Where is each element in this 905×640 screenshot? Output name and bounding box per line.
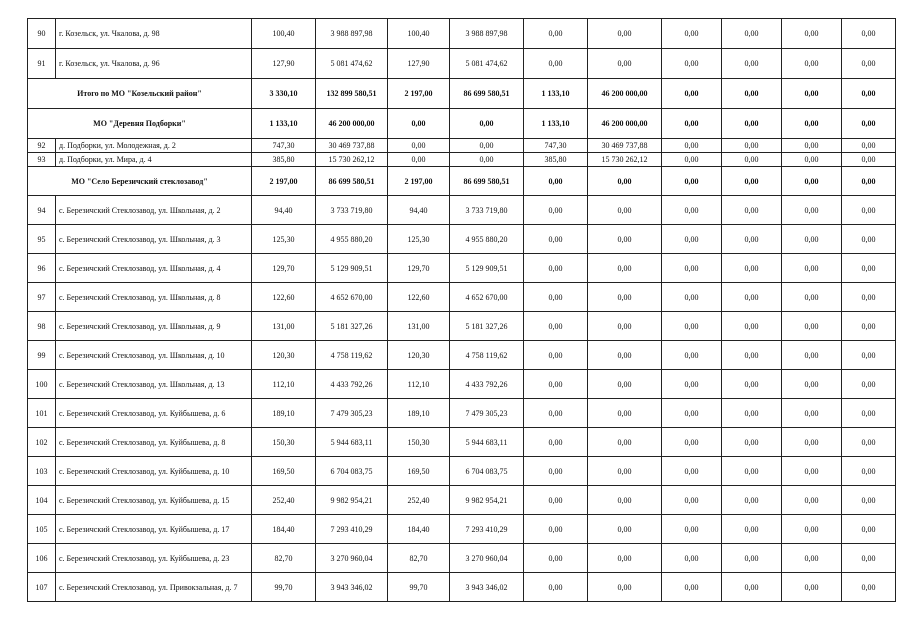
address-cell: с. Березичский Стеклозавод, ул. Школьная, д. 9: [56, 312, 252, 341]
value-cell: 189,10: [252, 399, 316, 428]
value-cell: 46 200 000,00: [316, 109, 388, 139]
table-row: [28, 254, 896, 283]
value-cell: 0,00: [662, 225, 722, 254]
value-cell: 0,00: [588, 254, 662, 283]
value-cell: 747,30: [252, 139, 316, 153]
table-row: [28, 283, 896, 312]
value-cell: 0,00: [722, 486, 782, 515]
value-cell: 127,90: [388, 49, 450, 79]
value-cell: 0,00: [842, 225, 896, 254]
table-row: [28, 370, 896, 399]
value-cell: 6 704 083,75: [450, 457, 524, 486]
value-cell: 82,70: [252, 544, 316, 573]
value-cell: 0,00: [842, 370, 896, 399]
value-cell: 120,30: [388, 341, 450, 370]
value-cell: 0,00: [450, 109, 524, 139]
table-row: [28, 312, 896, 341]
value-cell: 5 181 327,26: [316, 312, 388, 341]
value-cell: 100,40: [388, 19, 450, 49]
value-cell: 0,00: [662, 79, 722, 109]
value-cell: 0,00: [588, 196, 662, 225]
value-cell: 0,00: [722, 139, 782, 153]
value-cell: 0,00: [722, 109, 782, 139]
value-cell: 0,00: [782, 341, 842, 370]
address-cell: с. Березичский Стеклозавод, ул. Школьная, д. 13: [56, 370, 252, 399]
address-cell: с. Березичский Стеклозавод, ул. Привокзальная, д. 7: [56, 573, 252, 602]
value-cell: 0,00: [782, 49, 842, 79]
value-cell: 0,00: [662, 399, 722, 428]
value-cell: 99,70: [252, 573, 316, 602]
value-cell: 0,00: [524, 515, 588, 544]
table-row: [28, 573, 896, 602]
value-cell: 0,00: [722, 544, 782, 573]
value-cell: 127,90: [252, 49, 316, 79]
value-cell: 0,00: [524, 283, 588, 312]
address-cell: д. Подборки, ул. Мира, д. 4: [56, 153, 252, 167]
value-cell: 4 758 119,62: [316, 341, 388, 370]
row-number: 101: [28, 399, 56, 428]
value-cell: 0,00: [662, 370, 722, 399]
row-number: 102: [28, 428, 56, 457]
value-cell: 5 129 909,51: [316, 254, 388, 283]
row-number: 107: [28, 573, 56, 602]
address-cell: г. Козельск, ул. Чкалова, д. 96: [56, 49, 252, 79]
value-cell: 0,00: [842, 49, 896, 79]
value-cell: 0,00: [722, 341, 782, 370]
value-cell: 4 955 880,20: [316, 225, 388, 254]
value-cell: 0,00: [662, 153, 722, 167]
value-cell: 0,00: [782, 79, 842, 109]
value-cell: 3 733 719,80: [316, 196, 388, 225]
value-cell: 131,00: [388, 312, 450, 341]
value-cell: 0,00: [524, 167, 588, 196]
value-cell: 0,00: [782, 399, 842, 428]
address-cell: с. Березичский Стеклозавод, ул. Школьная, д. 10: [56, 341, 252, 370]
value-cell: 30 469 737,88: [588, 139, 662, 153]
value-cell: 0,00: [782, 196, 842, 225]
value-cell: 0,00: [782, 254, 842, 283]
row-number: 90: [28, 19, 56, 49]
value-cell: 0,00: [524, 196, 588, 225]
value-cell: 0,00: [662, 283, 722, 312]
value-cell: 112,10: [388, 370, 450, 399]
value-cell: 0,00: [722, 312, 782, 341]
value-cell: 0,00: [588, 515, 662, 544]
row-number: 103: [28, 457, 56, 486]
value-cell: 0,00: [588, 428, 662, 457]
value-cell: 0,00: [842, 573, 896, 602]
value-cell: 252,40: [388, 486, 450, 515]
value-cell: 0,00: [782, 109, 842, 139]
value-cell: 0,00: [524, 225, 588, 254]
value-cell: 86 699 580,51: [450, 79, 524, 109]
value-cell: 3 733 719,80: [450, 196, 524, 225]
value-cell: 2 197,00: [388, 167, 450, 196]
value-cell: 15 730 262,12: [316, 153, 388, 167]
value-cell: 4 955 880,20: [450, 225, 524, 254]
value-cell: 0,00: [782, 370, 842, 399]
value-cell: 0,00: [588, 167, 662, 196]
table-row: [28, 153, 896, 167]
address-cell: с. Березичский Стеклозавод, ул. Куйбышева, д. 15: [56, 486, 252, 515]
row-number: 96: [28, 254, 56, 283]
value-cell: 0,00: [842, 312, 896, 341]
value-cell: 0,00: [524, 457, 588, 486]
value-cell: 3 988 897,98: [316, 19, 388, 49]
value-cell: 0,00: [782, 225, 842, 254]
address-cell: с. Березичский Стеклозавод, ул. Школьная, д. 3: [56, 225, 252, 254]
address-cell: с. Березичский Стеклозавод, ул. Куйбышева, д. 17: [56, 515, 252, 544]
value-cell: 0,00: [722, 167, 782, 196]
value-cell: 385,80: [252, 153, 316, 167]
value-cell: 0,00: [662, 457, 722, 486]
value-cell: 0,00: [588, 283, 662, 312]
value-cell: 0,00: [662, 139, 722, 153]
value-cell: 125,30: [252, 225, 316, 254]
value-cell: 4 652 670,00: [450, 283, 524, 312]
value-cell: 169,50: [252, 457, 316, 486]
value-cell: 0,00: [722, 196, 782, 225]
value-cell: 0,00: [662, 254, 722, 283]
value-cell: 0,00: [722, 49, 782, 79]
value-cell: 0,00: [722, 19, 782, 49]
subtotal-row: [28, 167, 896, 196]
row-number: 95: [28, 225, 56, 254]
value-cell: 189,10: [388, 399, 450, 428]
address-cell: с. Березичский Стеклозавод, ул. Куйбышева, д. 23: [56, 544, 252, 573]
value-cell: 0,00: [588, 19, 662, 49]
address-cell: с. Березичский Стеклозавод, ул. Школьная, д. 8: [56, 283, 252, 312]
value-cell: 122,60: [252, 283, 316, 312]
value-cell: 0,00: [388, 153, 450, 167]
value-cell: 0,00: [842, 428, 896, 457]
value-cell: 86 699 580,51: [316, 167, 388, 196]
value-cell: 3 943 346,02: [316, 573, 388, 602]
value-cell: 0,00: [388, 139, 450, 153]
value-cell: 4 433 792,26: [316, 370, 388, 399]
subtotal-label: Итого по МО "Козельский район": [28, 79, 252, 109]
value-cell: 0,00: [842, 139, 896, 153]
value-cell: 0,00: [722, 254, 782, 283]
value-cell: 0,00: [524, 254, 588, 283]
row-number: 104: [28, 486, 56, 515]
value-cell: 0,00: [588, 370, 662, 399]
value-cell: 0,00: [662, 486, 722, 515]
value-cell: 1 133,10: [252, 109, 316, 139]
value-cell: 0,00: [842, 196, 896, 225]
value-cell: 0,00: [662, 49, 722, 79]
value-cell: 0,00: [842, 109, 896, 139]
value-cell: 2 197,00: [388, 79, 450, 109]
value-cell: 0,00: [782, 573, 842, 602]
value-cell: 9 982 954,21: [316, 486, 388, 515]
value-cell: 0,00: [524, 544, 588, 573]
table-row: [28, 225, 896, 254]
value-cell: 0,00: [588, 399, 662, 428]
value-cell: 5 081 474,62: [450, 49, 524, 79]
value-cell: 4 652 670,00: [316, 283, 388, 312]
address-cell: г. Козельск, ул. Чкалова, д. 98: [56, 19, 252, 49]
value-cell: 0,00: [388, 109, 450, 139]
value-cell: 0,00: [722, 457, 782, 486]
value-cell: 0,00: [782, 153, 842, 167]
value-cell: 2 197,00: [252, 167, 316, 196]
value-cell: 7 479 305,23: [316, 399, 388, 428]
value-cell: 0,00: [524, 486, 588, 515]
table-row: [28, 341, 896, 370]
subtotal-label: МО "Село Березичский стеклозавод": [28, 167, 252, 196]
address-cell: с. Березичский Стеклозавод, ул. Школьная, д. 4: [56, 254, 252, 283]
table-row: [28, 457, 896, 486]
value-cell: 0,00: [842, 283, 896, 312]
table-body: [28, 19, 896, 602]
table-row: [28, 139, 896, 153]
row-number: 94: [28, 196, 56, 225]
table-row: [28, 486, 896, 515]
value-cell: 0,00: [842, 153, 896, 167]
value-cell: 1 133,10: [524, 79, 588, 109]
table-row: [28, 544, 896, 573]
value-cell: 0,00: [662, 341, 722, 370]
value-cell: 0,00: [842, 457, 896, 486]
subtotal-row: [28, 79, 896, 109]
value-cell: 0,00: [662, 196, 722, 225]
value-cell: 0,00: [722, 283, 782, 312]
value-cell: 0,00: [524, 370, 588, 399]
row-number: 105: [28, 515, 56, 544]
subtotal-label: МО "Деревня Подборки": [28, 109, 252, 139]
value-cell: 0,00: [588, 486, 662, 515]
value-cell: 3 270 960,04: [316, 544, 388, 573]
value-cell: 94,40: [388, 196, 450, 225]
subtotal-row: [28, 109, 896, 139]
value-cell: 0,00: [588, 312, 662, 341]
value-cell: 4 758 119,62: [450, 341, 524, 370]
value-cell: 0,00: [782, 283, 842, 312]
value-cell: 0,00: [722, 370, 782, 399]
value-cell: 125,30: [388, 225, 450, 254]
value-cell: 129,70: [388, 254, 450, 283]
value-cell: 0,00: [662, 544, 722, 573]
value-cell: 3 943 346,02: [450, 573, 524, 602]
value-cell: 100,40: [252, 19, 316, 49]
row-number: 106: [28, 544, 56, 573]
address-cell: с. Березичский Стеклозавод, ул. Куйбышева, д. 8: [56, 428, 252, 457]
value-cell: 0,00: [722, 153, 782, 167]
value-cell: 6 704 083,75: [316, 457, 388, 486]
value-cell: 122,60: [388, 283, 450, 312]
value-cell: 129,70: [252, 254, 316, 283]
value-cell: 0,00: [662, 428, 722, 457]
value-cell: 3 988 897,98: [450, 19, 524, 49]
value-cell: 0,00: [782, 428, 842, 457]
value-cell: 5 081 474,62: [316, 49, 388, 79]
value-cell: 0,00: [782, 486, 842, 515]
table-row: [28, 196, 896, 225]
row-number: 91: [28, 49, 56, 79]
table-row: [28, 515, 896, 544]
value-cell: 0,00: [588, 225, 662, 254]
table-row: [28, 428, 896, 457]
value-cell: 0,00: [782, 312, 842, 341]
row-number: 98: [28, 312, 56, 341]
value-cell: 0,00: [662, 312, 722, 341]
value-cell: 0,00: [842, 486, 896, 515]
value-cell: 252,40: [252, 486, 316, 515]
value-cell: 5 944 683,11: [450, 428, 524, 457]
document-sheet: [27, 18, 895, 602]
value-cell: 0,00: [842, 341, 896, 370]
row-number: 97: [28, 283, 56, 312]
value-cell: 747,30: [524, 139, 588, 153]
value-cell: 0,00: [722, 399, 782, 428]
address-cell: с. Березичский Стеклозавод, ул. Куйбышева, д. 6: [56, 399, 252, 428]
value-cell: 0,00: [782, 515, 842, 544]
value-cell: 0,00: [842, 79, 896, 109]
value-cell: 0,00: [450, 153, 524, 167]
value-cell: 0,00: [524, 428, 588, 457]
value-cell: 0,00: [524, 399, 588, 428]
value-cell: 150,30: [252, 428, 316, 457]
value-cell: 0,00: [842, 254, 896, 283]
housing-program-table: [27, 18, 896, 602]
value-cell: 94,40: [252, 196, 316, 225]
value-cell: 0,00: [588, 573, 662, 602]
value-cell: 0,00: [524, 49, 588, 79]
value-cell: 86 699 580,51: [450, 167, 524, 196]
value-cell: 0,00: [782, 19, 842, 49]
value-cell: 0,00: [662, 167, 722, 196]
value-cell: 0,00: [782, 167, 842, 196]
value-cell: 3 270 960,04: [450, 544, 524, 573]
value-cell: 0,00: [662, 19, 722, 49]
address-cell: с. Березичский Стеклозавод, ул. Школьная, д. 2: [56, 196, 252, 225]
value-cell: 150,30: [388, 428, 450, 457]
value-cell: 0,00: [722, 79, 782, 109]
value-cell: 0,00: [524, 19, 588, 49]
value-cell: 131,00: [252, 312, 316, 341]
value-cell: 0,00: [842, 19, 896, 49]
value-cell: 30 469 737,88: [316, 139, 388, 153]
value-cell: 15 730 262,12: [588, 153, 662, 167]
value-cell: 184,40: [388, 515, 450, 544]
value-cell: 82,70: [388, 544, 450, 573]
value-cell: 0,00: [588, 341, 662, 370]
value-cell: 132 899 580,51: [316, 79, 388, 109]
row-number: 99: [28, 341, 56, 370]
value-cell: 0,00: [524, 341, 588, 370]
value-cell: 1 133,10: [524, 109, 588, 139]
table-row: [28, 19, 896, 49]
value-cell: 385,80: [524, 153, 588, 167]
value-cell: 7 479 305,23: [450, 399, 524, 428]
value-cell: 120,30: [252, 341, 316, 370]
value-cell: 7 293 410,29: [316, 515, 388, 544]
value-cell: 0,00: [524, 312, 588, 341]
value-cell: 0,00: [662, 515, 722, 544]
table-row: [28, 49, 896, 79]
table-row: [28, 399, 896, 428]
row-number: 93: [28, 153, 56, 167]
value-cell: 0,00: [588, 457, 662, 486]
value-cell: 0,00: [842, 399, 896, 428]
value-cell: 0,00: [524, 573, 588, 602]
value-cell: 0,00: [782, 544, 842, 573]
value-cell: 0,00: [722, 428, 782, 457]
value-cell: 9 982 954,21: [450, 486, 524, 515]
value-cell: 46 200 000,00: [588, 79, 662, 109]
value-cell: 0,00: [842, 167, 896, 196]
value-cell: 0,00: [782, 139, 842, 153]
value-cell: 4 433 792,26: [450, 370, 524, 399]
value-cell: 0,00: [722, 225, 782, 254]
value-cell: 0,00: [662, 573, 722, 602]
value-cell: 7 293 410,29: [450, 515, 524, 544]
value-cell: 0,00: [722, 515, 782, 544]
value-cell: 0,00: [842, 515, 896, 544]
value-cell: 112,10: [252, 370, 316, 399]
value-cell: 0,00: [450, 139, 524, 153]
address-cell: с. Березичский Стеклозавод, ул. Куйбышева, д. 10: [56, 457, 252, 486]
value-cell: 0,00: [722, 573, 782, 602]
value-cell: 0,00: [588, 49, 662, 79]
value-cell: 0,00: [662, 109, 722, 139]
value-cell: 0,00: [588, 544, 662, 573]
address-cell: д. Подборки, ул. Молодежная, д. 2: [56, 139, 252, 153]
value-cell: 99,70: [388, 573, 450, 602]
value-cell: 5 944 683,11: [316, 428, 388, 457]
value-cell: 5 181 327,26: [450, 312, 524, 341]
value-cell: 3 330,10: [252, 79, 316, 109]
value-cell: 184,40: [252, 515, 316, 544]
value-cell: 5 129 909,51: [450, 254, 524, 283]
value-cell: 0,00: [782, 457, 842, 486]
row-number: 92: [28, 139, 56, 153]
row-number: 100: [28, 370, 56, 399]
value-cell: 0,00: [842, 544, 896, 573]
value-cell: 46 200 000,00: [588, 109, 662, 139]
value-cell: 169,50: [388, 457, 450, 486]
